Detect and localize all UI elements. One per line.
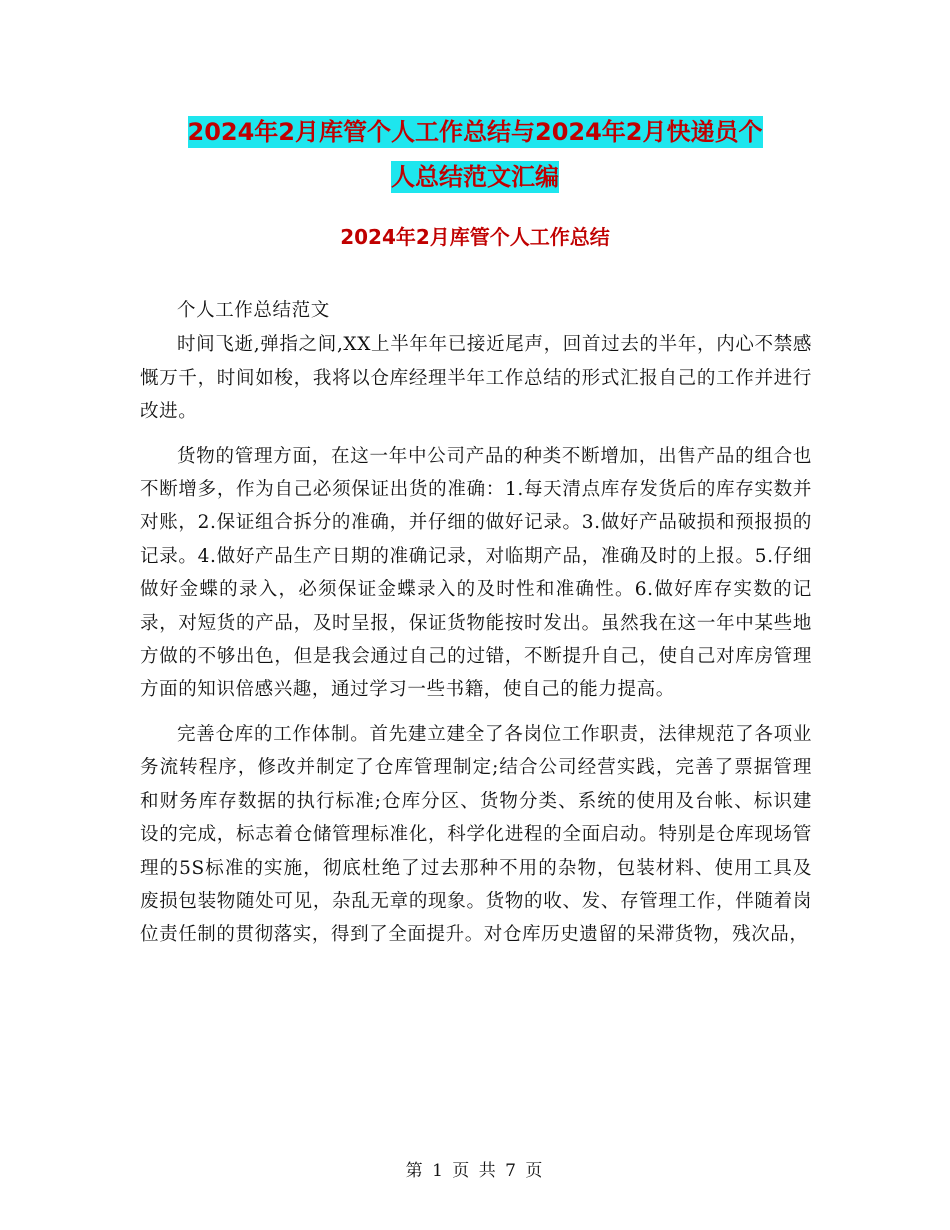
title-line-2: 人总结范文汇编: [391, 163, 559, 191]
paragraph-goods-management: 货物的管理方面，在这一年中公司产品的种类不断增加，出售产品的组合也不断增多，作为自己必须保证出货的准确：1.每天清点库存发货后的库存实数并对账，2.保证组合拆分的准确，并仔细的做好记录。3.做好产品破损和预报损的记录。4.做好产品生产日期的准确记录，对临期产品，准确及时的上报。5.仔细做好金蝶的录入，必须保证金蝶录入的及时性和准确性。6.做好库存实数的记录，对短货的产品，及时呈报，保证货物能按时发出。虽然我在这一年中某些地方做的不够出色，但是我会通过自己的过错，不断提升自己，使自己对库房管理方面的知识倍感兴趣，通过学习一些书籍，使自己的能力提高。: [140, 445, 812, 701]
document-title: [0, 110, 950, 200]
paragraph-work-system: 完善仓库的工作体制。首先建立建全了各岗位工作职责，法律规范了各项业务流转程序，修改并制定了仓库管理制定;结合公司经营实践，完善了票据管理和财务库存数据的执行标准;仓库分区、货物分类、系统的使用及台帐、标识建设的完成，标志着仓储管理标准化，科学化进程的全面启动。特别是仓库现场管理的5S标准的实施，彻底杜绝了过去那种不用的杂物，包装材料、使用工具及废损包装物随处可见，杂乱无章的现象。货物的收、发、存管理工作，伴随着岗位责任制的贯彻落实，得到了全面提升。对仓库历史遗留的呆滞货物，残次品，: [140, 723, 812, 946]
paragraph-intro: 时间飞逝,弹指之间,XX上半年年已接近尾声，回首过去的半年，内心不禁感慨万千，时间如梭，我将以仓库经理半年工作总结的形式汇报自己的工作并进行改进。: [140, 334, 812, 423]
paragraph-subtitle: 个人工作总结范文: [177, 300, 330, 321]
page-footer: 第 1 页 共 7 页: [405, 1161, 545, 1181]
title-line-1: 2024年2月库管个人工作总结与2024年2月快递员个: [187, 118, 763, 146]
section-heading: 2024年2月库管个人工作总结: [340, 225, 610, 249]
document-body: [140, 294, 812, 952]
